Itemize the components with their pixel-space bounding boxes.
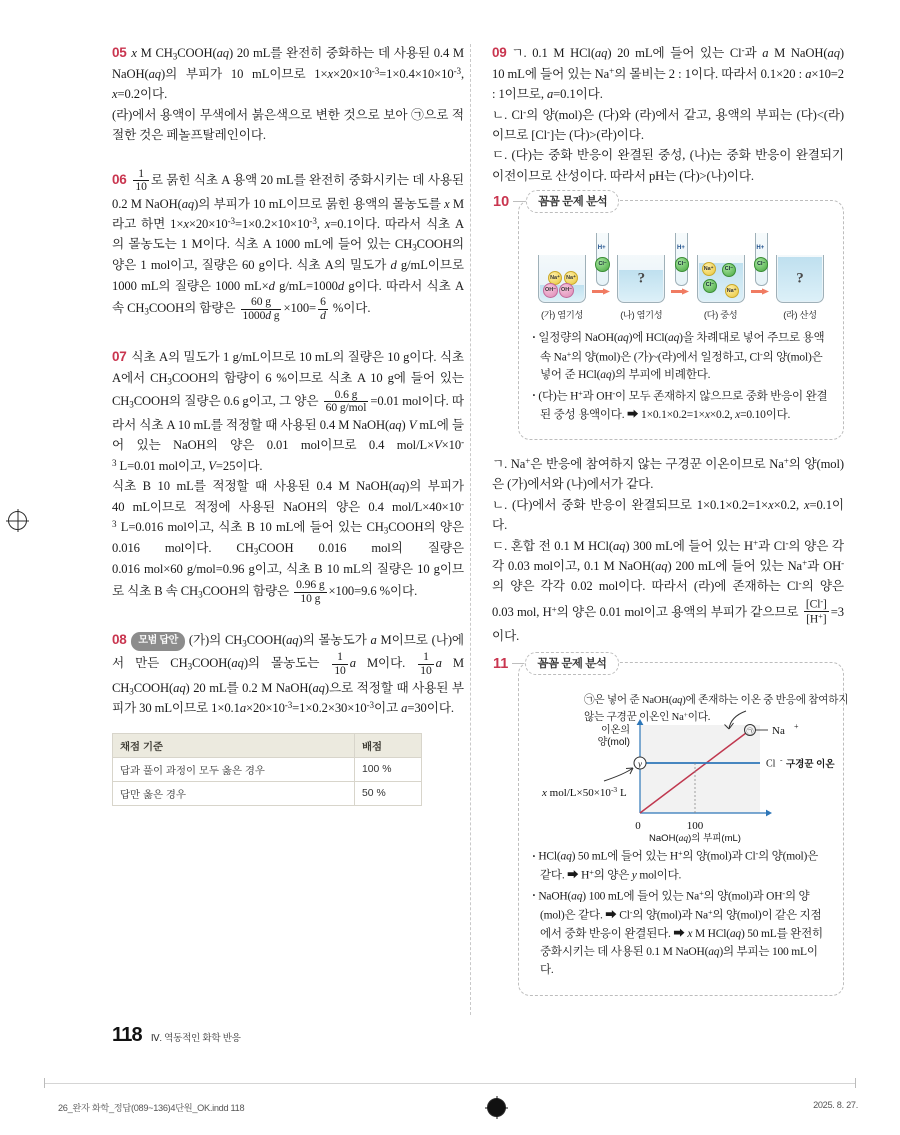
table-header-row	[113, 733, 422, 757]
ion-oh-icon: OH⁻	[543, 283, 558, 298]
ion-cl-icon: Cl⁻	[722, 263, 737, 278]
crop-tick-right	[855, 1078, 856, 1088]
card-number: 10	[493, 194, 512, 210]
print-date: 2025. 8. 27.	[813, 1100, 858, 1110]
solution-06: 06 $\frac{1}{10}$ 로 묽힌 식초 A 용액 20 mL를 완전히 중화시키는 데 사용된 0.2 M NaOH(aq)의 부피가 10 mL이므로 묽힌 용액의 몰농도를 x M라고 하면 $1\times x\times 20\times 10^{-3}=1\times 0.2\times 10\times 10^{-3}$, x=0.1이다. 따라서 식초 A의 몰농도는 1 M이다. 식초 A 1000 mL에 들어 있는 $CH_3COOH$의 양은 1 mol이고, 질량은 60 g이다. 식초 A의 밀도가 d g/mL이므로 1000 mL의 질량은 1000 mL×d g/mL=1000d g이다. 따라서 식초 A 속 $CH_3COOH$의 함량은 $\frac{60 g}{\text{1000d g}}$ ×100= $\frac{6}{d}$ %이다.	[112, 166, 464, 322]
svg-text:NaOH(aq)의 부피(mL): NaOH(aq)의 부피(mL)	[649, 833, 741, 844]
beaker-unit-ga	[534, 255, 590, 321]
list-item: · (다)는 H+과 OH-이 모두 존재하지 않으므로 중화 반응이 완결된 중성 용액이다. ➡ 1×0.1×0.2=1×x×0.2, x=0.10이다.	[532, 387, 830, 424]
ion-na-icon: Na⁺	[725, 284, 739, 298]
analysis-card-11	[493, 655, 849, 996]
solution-05: 05 x M $CH_3COOH(aq)$ 20 mL를 완전히 중화하는 데 사용된 0.4 M NaOH(aq)의 부피가 10 mL이므로 $1\times x\times 20\times 10^{-3}=1\times 0.4\times 10\times 10^{-3}$, x=0.2이다. (라)에서 용액이 무색에서 붉은색으로 변한 것으로 보아 ㉠으로 적절한 것은 페놀프탈레인이다.	[112, 45, 464, 143]
beaker-label: (가) 염기성	[540, 310, 584, 321]
solution-10-text: ㄱ. Na+은 반응에 참여하지 않는 구경꾼 이온이므로 Na+의 양(mol)은 (가)에서와 (나)에서가 같다. ㄴ. (다)에서 중화 반응이 완결되므로 1×0.1×0.2=1×x×0.2, x=0.1이다. ㄷ. 혼합 전 0.1 M HCl(aq) 300 mL에 들어 있는 H+과 Cl-의 양은 각각 0.03 mol이고, 0.1 M NaOH(aq) 200 mL에 들어 있는 Na+과 OH-의 양은 각각 0.02 mol이다. 따라서 (라)에 존재하는 Cl-의 양은 0.03 mol, H+의 양은 0.01 mol이고 용액의 부피가 같으므로 $\frac{[Cl^-]}{[H^+]}$ =3이다.	[492, 456, 845, 643]
print-filename: 26_완자 화학_정답(089~136)4단원_OK.indd 118	[58, 1103, 245, 1113]
crop-tick-left	[44, 1078, 45, 1088]
svg-text:-: -	[780, 755, 783, 765]
ion-na-icon: Na⁺	[548, 271, 562, 285]
card-header	[493, 190, 619, 213]
rubric-criteria: 답만 옳은 경우	[113, 781, 355, 805]
beaker-label: (라) 산성	[783, 310, 817, 321]
table-row	[113, 781, 422, 805]
svg-text:이온의: 이온의	[601, 725, 630, 737]
pipette-icon-2	[672, 233, 689, 303]
table-row	[113, 757, 422, 781]
list-item: · NaOH(aq) 100 mL에 들어 있는 Na+의 양(mol)과 OH-의 양(mol)은 같다. ➡ Cl-의 양(mol)과 Na+의 양(mol)이 같은 지점에서 중화 반응이 완결된다. ➡ x M HCl(aq) 50 mL를 완전히 중화시키는 데 사용된 0.1 M NaOH(aq)의 부피는 100 mL이다.	[532, 887, 830, 980]
pipette-icon-1	[593, 233, 610, 303]
card11-bullet-list	[532, 847, 830, 980]
question-mark: ?	[796, 270, 804, 287]
solution-number: 09	[492, 45, 507, 60]
beaker-icon	[617, 255, 665, 303]
beaker-unit-da	[693, 255, 749, 321]
ion-h-label: H+	[597, 245, 606, 252]
arrow-right-icon	[751, 288, 770, 295]
solution-07: 07 식초 A의 밀도가 1 g/mL이므로 10 mL의 질량은 10 g이다. 식초 A에서 $CH_3COOH$의 함량이 6 %이므로 식초 A 10 g에 들어 있는 $CH_3COOH$의 질량은 0.6 g이고, 그 양은 $\frac{0.6 g}{\text{60 g/mol}}$ =0.01 mol이다. 따라서 식초 A 10 mL를 적정할 때 사용된 0.4 M NaOH(aq) V mL에 들어 있는 NaOH의 양은 0.01 mol이므로 0.4 mol/$L\times V\times 10^{-3}$ L=0.01 mol이고, V=25이다. 식초 B 10 mL를 적정할 때 사용된 0.4 M NaOH(aq)의 부피가 40 mL이므로 적정에 사용된 NaOH의 양은 0.4 mol/$L\times 40\times 10^{-3}$ L=0.016 mol이고, 식초 B 10 mL에 들어 있는 $CH_3COOH$의 양은 0.016 mol이다. $CH_3COOH$ 0.016 mol의 질량은 0.016 mol×60 g/mol=0.96 g이고, 식초 B 10 mL의 질량은 10 g이므로 식초 B 속 $CH_3COOH$의 함량은 $\frac{0.96 g}{10 g}$ ×100=9.6 %이다.	[112, 349, 464, 605]
solution-number: 08	[112, 632, 127, 648]
solution-number: 05	[112, 45, 127, 60]
arrow-right-icon	[592, 288, 611, 295]
question-mark: ?	[637, 270, 646, 287]
folio-number: 118	[112, 1024, 142, 1046]
arrow-right-icon	[671, 288, 690, 295]
list-item: · 일정량의 NaOH(aq)에 HCl(aq)을 차례대로 넣어 주므로 용액 속 Na+의 양(mol)은 (가)~(라)에서 일정하고, Cl-의 양(mol)은 넣어 준 HCl(aq)의 부피에 비례한다.	[532, 329, 830, 385]
page-folio	[112, 1024, 241, 1047]
rubric-score: 50 %	[355, 781, 422, 805]
chart-caption: ㉠은 넣어 준 NaOH(aq)에 존재하는 이온 중 반응에 참여하지 않는 구경꾼 이온인 Na+이다.	[584, 695, 849, 724]
analysis-card-10	[493, 193, 844, 440]
model-answer-badge: 모범 답안	[131, 632, 184, 651]
rubric-criteria: 답과 풀이 과정이 모두 옳은 경우	[113, 757, 355, 781]
solution-number: 07	[112, 349, 127, 365]
ion-amount-chart	[532, 693, 849, 844]
right-column	[492, 42, 849, 1010]
ion-na-icon: Na⁺	[702, 262, 716, 276]
card-number: 11	[493, 656, 511, 672]
list-item: · HCl(aq) 50 mL에 들어 있는 H+의 양(mol)과 Cl-의 양(mol)은 같다. ➡ H+의 양은 y mol이다.	[532, 847, 830, 885]
column-divider	[470, 44, 471, 1015]
svg-text:100: 100	[686, 820, 704, 833]
beaker-icon	[776, 255, 824, 303]
svg-text:y: y	[638, 759, 642, 770]
ion-cl-icon: Cl⁻	[703, 279, 718, 294]
card-connector	[512, 663, 524, 664]
left-column	[112, 42, 464, 806]
rubric-header-criteria: 채점 기준	[113, 733, 355, 757]
pipette-icon-3	[752, 233, 769, 303]
card-title: 꼼꼼 문제 분석	[525, 652, 618, 675]
svg-text:x mol/L×50×10-3 L: x mol/$L\times 50\times 10^{-3}$ L	[542, 785, 627, 800]
solution-08: 08 모범 답안 (가)의 $CH_3COOH(aq)$의 몰농도가 a M이므로 (나)에서 만든 $CH_3COOH(aq)$의 몰농도는 $\frac{1}{10}$ a M이다. $\frac{1}{10}$ a M $CH_3COOH(aq)$ 20 mL를 0.2 M NaOH(aq)으로 적정할 때 사용된 부피가 30 mL이므로 $1\times 0.1a\times 20\times 10^{-3}=1\times 0.2\times 30\times 10^{-3}$이고 a=30이다.	[112, 632, 464, 716]
rubric-header-score: 배점	[355, 733, 422, 757]
svg-text:+: +	[794, 722, 799, 732]
rubric-table	[112, 733, 422, 806]
ion-cl-icon: Cl⁻	[675, 257, 690, 272]
rubric-score: 100 %	[355, 757, 422, 781]
ion-na-icon: Na⁺	[564, 271, 578, 285]
svg-text:양(mol): 양(mol)	[597, 737, 630, 749]
svg-text:Na: Na	[772, 725, 785, 738]
beaker-label: (다) 중성	[703, 310, 738, 321]
beaker-icon	[538, 255, 586, 303]
beaker-icon	[697, 255, 745, 303]
ion-cl-icon: Cl⁻	[595, 257, 610, 272]
footer-rule	[44, 1083, 856, 1084]
registration-mark-bottom	[487, 1098, 506, 1117]
svg-text:0: 0	[635, 820, 641, 833]
card-connector	[513, 201, 525, 202]
ion-cl-icon: Cl⁻	[754, 257, 769, 272]
ion-h-label: H+	[756, 245, 765, 252]
registration-mark-left	[8, 511, 27, 530]
beaker-unit-na	[613, 255, 669, 321]
ion-h-label: H+	[677, 245, 685, 252]
svg-text:Cl: Cl	[766, 758, 776, 770]
folio-unit-title: Ⅳ. 역동적인 화학 반응	[150, 1033, 241, 1044]
card-header	[493, 652, 619, 675]
svg-text:구경꾼 이온: 구경꾼 이온	[786, 759, 835, 771]
svg-text:㉠: ㉠	[746, 727, 754, 736]
card-title: 꼼꼼 문제 분석	[526, 190, 619, 213]
beaker-unit-ra	[772, 255, 828, 321]
ion-oh-icon: OH⁻	[559, 283, 574, 298]
beaker-label: (나) 염기성	[620, 310, 663, 321]
beaker-sequence-diagram	[532, 225, 830, 321]
solution-number: 06	[112, 171, 127, 187]
card10-bullet-list	[532, 329, 830, 424]
solution-09: 09 ㄱ. 0.1 M HCl(aq) 20 mL에 들어 있는 Cl-과 a M NaOH(aq) 10 mL에 들어 있는 Na+의 몰비는 2 : 1이다. 따라서 0.1×20 : a×10=2 : 1이므로, a=0.1이다. ㄴ. Cl-의 양(mol)은 (다)와 (라)에서 같고, 용액의 부피는 (다)<(라)이므로 [Cl-]는 (다)>(라)이다. ㄷ. (다)는 중화 반응이 완결된 중성, (나)는 중화 반응이 완결되기 이전이므로 산성이다. 따라서 pH는 (다)>(나)이다.	[492, 45, 845, 183]
